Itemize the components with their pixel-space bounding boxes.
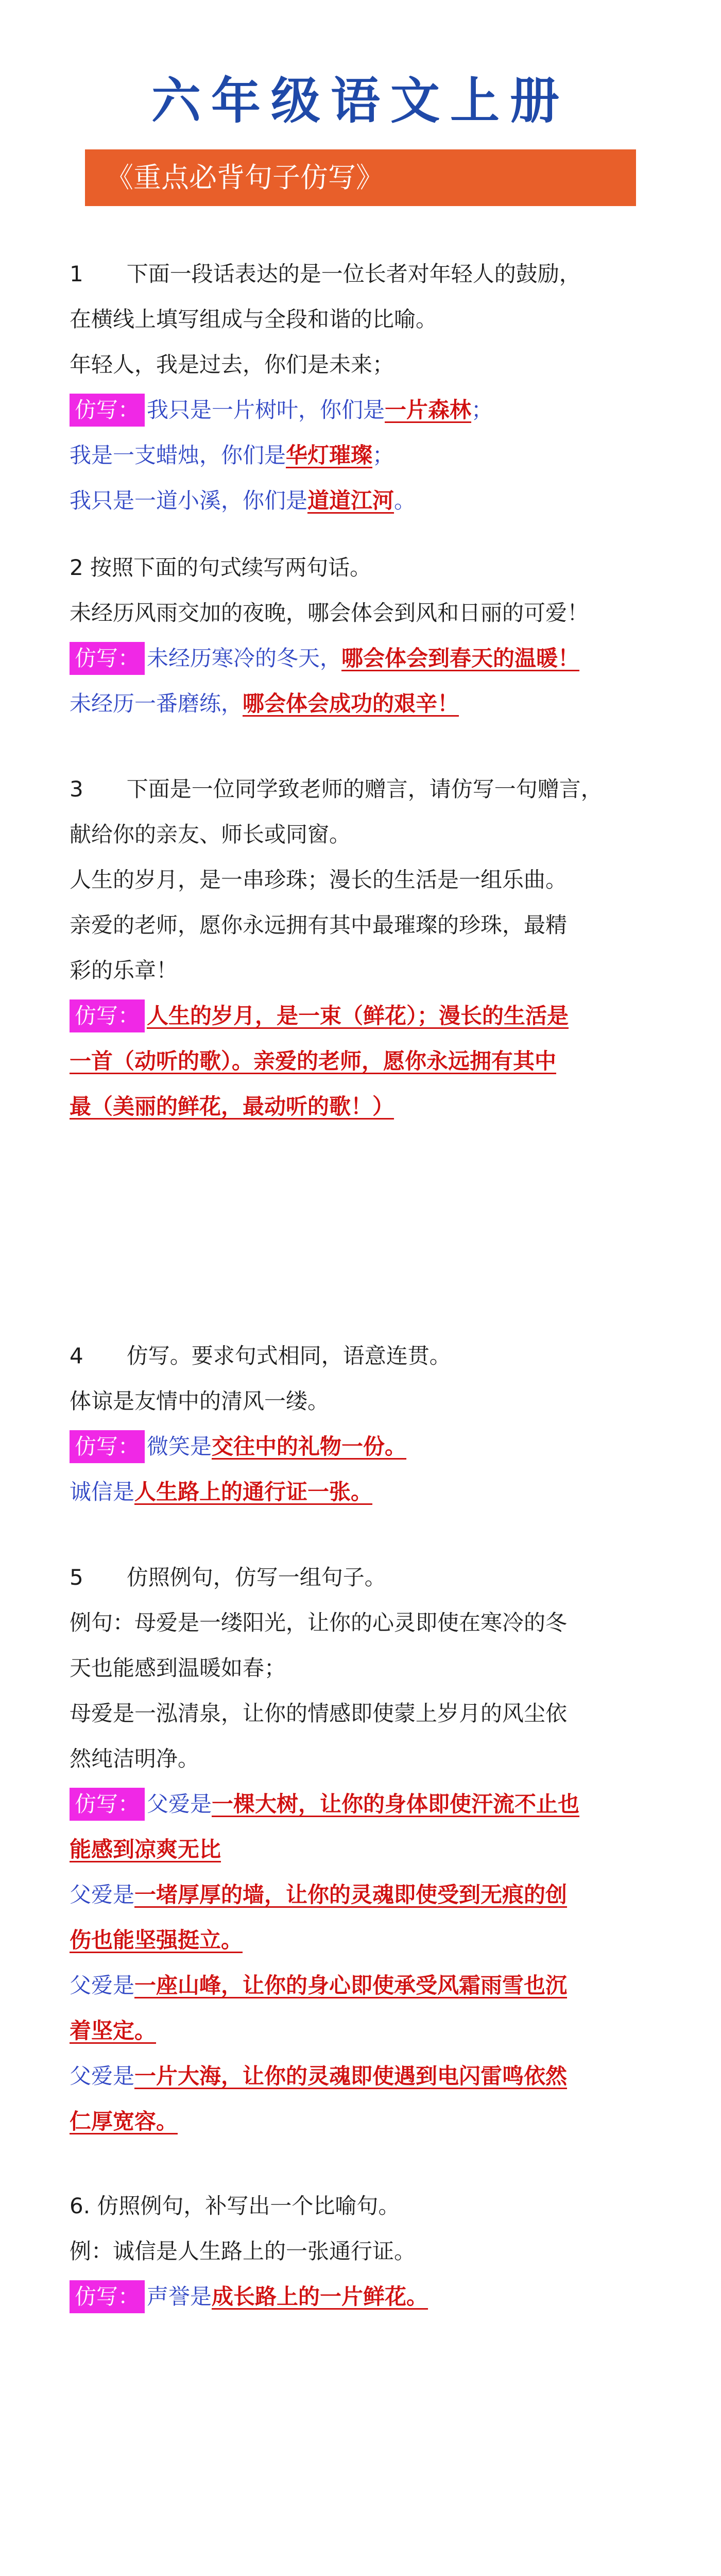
answer-text: 人生的岁月，是一束（鲜花）；漫长的生活是	[147, 1003, 569, 1028]
answer-line: 父爱是一片大海，让你的灵魂即使遇到电闪雷鸣依然	[70, 2063, 568, 2089]
question-line: 献给你的亲友、师长或同窗。	[70, 822, 351, 847]
section-2	[70, 551, 667, 733]
question-line: 3 下面是一位同学致老师的赠言，请仿写一句赠言，	[70, 776, 603, 802]
question-line: 亲爱的老师，愿你永远拥有其中最璀璨的珍珠，最精	[70, 912, 568, 938]
answer-line	[70, 2014, 667, 2050]
answer-tag: 仿写：	[70, 1430, 145, 1463]
answer-text: 人生路上的通行证一张。	[134, 1479, 373, 1504]
answer-line	[70, 1090, 667, 1126]
answer-line	[70, 1045, 667, 1081]
answer-text: 成长路上的一片鲜花。	[212, 2284, 428, 2309]
section-5	[70, 1561, 667, 2150]
question-line: 人生的岁月，是一串珍珠；漫长的生活是一组乐曲。	[70, 867, 568, 892]
answer-text: 伤也能坚强挺立。	[70, 1927, 243, 1953]
answer-text: 仁厚宽容。	[70, 2109, 178, 2134]
answer-tag: 仿写：	[70, 999, 145, 1032]
answer-line: 我是一支蜡烛，你们是华灯璀璨；	[70, 443, 394, 468]
answer-text: 哪会体会到春天的温暖！	[341, 646, 580, 671]
answer-line: 仿写： 未经历寒冷的冬天，哪会体会到春天的温暖！	[70, 642, 667, 678]
question-line: 例句：母爱是一缕阳光，让你的心灵即使在寒冷的冬	[70, 1610, 568, 1635]
answer-text: 着坚定。	[70, 2018, 157, 2043]
answer-line: 仿写： 声誉是成长路上的一片鲜花。	[70, 2280, 667, 2316]
answer-line: 仿写： 微笑是交往中的礼物一份。	[70, 1430, 667, 1466]
answer-line: 我只是一道小溪，你们是道道江河。	[70, 488, 416, 513]
answer-text: 交往中的礼物一份。	[212, 1434, 407, 1459]
question-line: 在横线上填写组成与全段和谐的比喻。	[70, 307, 438, 332]
answer-text: 最（美丽的鲜花，最动听的歌！）	[70, 1094, 394, 1119]
question-line: 2 按照下面的句式续写两句话。	[70, 555, 372, 580]
answer-text: 一首（动听的歌）。亲爱的老师，愿你永远拥有其中	[70, 1048, 557, 1074]
question-line: 6. 仿照例句，补写出一个比喻句。	[70, 2193, 400, 2218]
answer-tag: 仿写：	[70, 2280, 145, 2313]
question-line: 然纯洁明净。	[70, 1746, 200, 1771]
question-line: 年轻人，我是过去，你们是未来；	[70, 352, 394, 377]
title-banner: 《重点必背句子仿写》	[85, 149, 636, 206]
question-line: 体谅是友情中的清风一缕。	[70, 1388, 330, 1414]
question-line: 未经历风雨交加的夜晚，哪会体会到风和日丽的可爱！	[70, 600, 589, 625]
page-title: 六年级语文上册	[151, 72, 570, 130]
question-line: 1 下面一段话表达的是一位长者对年轻人的鼓励，	[70, 261, 581, 286]
section-1	[70, 258, 667, 530]
answer-tag: 仿写：	[70, 1788, 145, 1821]
answer-line: 父爱是一堵厚厚的墙，让你的灵魂即使受到无痕的创	[70, 1882, 568, 1907]
answer-tag: 仿写：	[70, 642, 145, 675]
answer-text: 一座山峰，让你的身心即使承受风霜雨雪也沉	[134, 1973, 568, 1998]
answer-text: 哪会体会成功的艰辛！	[243, 691, 459, 716]
answer-line	[70, 1833, 667, 1869]
answer-text: 华灯璀璨	[286, 443, 373, 468]
answer-text: 一片森林	[385, 397, 472, 422]
section-3	[70, 773, 667, 1136]
answer-line	[70, 999, 667, 1036]
question-line: 彩的乐章！	[70, 958, 178, 983]
answer-line	[70, 1924, 667, 1960]
question-line: 母爱是一泓清泉，让你的情感即使蒙上岁月的风尘依	[70, 1701, 568, 1726]
answer-line: 未经历一番磨练，哪会体会成功的艰辛！	[70, 691, 459, 716]
answer-text: 能感到凉爽无比	[70, 1837, 221, 1862]
answer-line: 父爱是一座山峰，让你的身心即使承受风霜雨雪也沉	[70, 1973, 568, 1998]
question-line: 例：诚信是人生路上的一张通行证。	[70, 2239, 416, 2264]
answer-line: 仿写： 我只是一片树叶，你们是一片森林；	[70, 394, 667, 430]
answer-text: 一堵厚厚的墙，让你的灵魂即使受到无痕的创	[134, 1882, 568, 1907]
section-4	[70, 1340, 667, 1521]
answer-text: 道道江河	[307, 488, 394, 513]
question-line: 天也能感到温暖如春；	[70, 1655, 286, 1681]
answer-text: 一棵大树，让你的身体即使汗流不止也	[212, 1791, 580, 1817]
answer-line: 仿写： 父爱是一棵大树，让你的身体即使汗流不止也	[70, 1788, 667, 1824]
answer-line	[70, 2105, 667, 2141]
question-line: 5 仿照例句，仿写一组句子。	[70, 1565, 386, 1590]
answer-line: 诚信是人生路上的通行证一张。	[70, 1479, 373, 1504]
answer-tag: 仿写：	[70, 394, 145, 427]
section-6	[70, 2190, 667, 2326]
question-line: 4 仿写。要求句式相同，语意连贯。	[70, 1343, 451, 1368]
answer-text: 一片大海，让你的灵魂即使遇到电闪雷鸣依然	[134, 2063, 568, 2089]
